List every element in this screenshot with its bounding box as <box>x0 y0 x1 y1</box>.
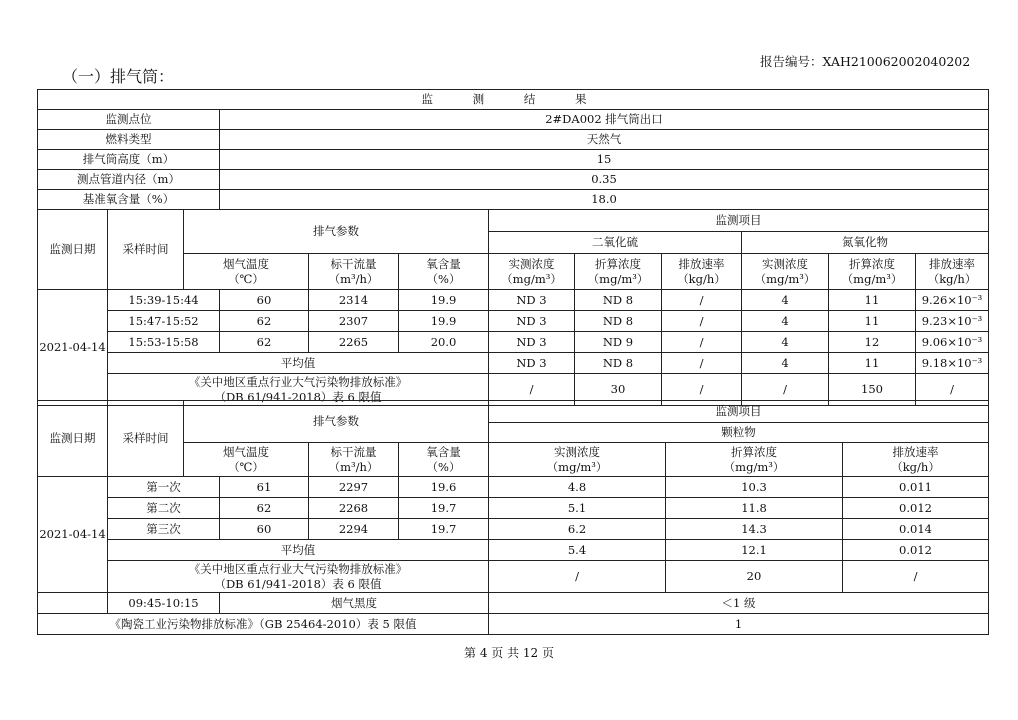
average-label: 平均值 <box>108 540 489 561</box>
date-cell: 2021-04-14 <box>38 290 108 406</box>
header-dry-flow: 标干流量 （m³/h） <box>309 254 399 290</box>
std-nox-rate: / <box>916 374 989 406</box>
label-monitor-point: 监测点位 <box>38 110 220 130</box>
cell-pm-converted: 11.8 <box>666 498 843 519</box>
results-table-gases <box>37 89 989 406</box>
average-row <box>38 540 989 561</box>
cell-oxygen: 19.7 <box>399 519 489 540</box>
cell-so2-converted: ND 9 <box>575 332 662 353</box>
cell-pm-rate: 0.012 <box>843 498 989 519</box>
header-nox-converted: 折算浓度 （mg/m³） <box>829 254 916 290</box>
avg-nox-rate: 9.18×10⁻³ <box>916 353 989 374</box>
smoke-time: 09:45-10:15 <box>108 593 220 614</box>
page-number: 第 4 页 共 12 页 <box>464 646 554 660</box>
cell-time: 15:39-15:44 <box>108 290 220 311</box>
value-fuel-type: 天然气 <box>220 130 989 150</box>
cell-oxygen: 19.9 <box>399 311 489 332</box>
smoke-label: 烟气黑度 <box>220 593 489 614</box>
cell-nox-rate: 9.06×10⁻³ <box>916 332 989 353</box>
avg-pm-measured: 5.4 <box>489 540 666 561</box>
cell-so2-converted: ND 8 <box>575 290 662 311</box>
std-pm-converted: 20 <box>666 561 843 593</box>
header-exhaust-params: 排气参数 <box>184 210 489 254</box>
cell-pm-measured: 4.8 <box>489 477 666 498</box>
header-pm-converted: 折算浓度 （mg/m³） <box>666 443 843 477</box>
cell-oxygen: 19.7 <box>399 498 489 519</box>
table-row <box>38 290 989 311</box>
cell-time: 第三次 <box>108 519 220 540</box>
header-date: 监测日期 <box>38 401 108 477</box>
cell-flow: 2314 <box>309 290 399 311</box>
cell-temp: 62 <box>220 311 309 332</box>
cell-time: 第一次 <box>108 477 220 498</box>
table-row <box>38 477 989 498</box>
std-pm-rate: / <box>843 561 989 593</box>
cell-pm-measured: 5.1 <box>489 498 666 519</box>
value-stack-height: 15 <box>220 150 989 170</box>
header-nox-rate: 排放速率 （kg/h） <box>916 254 989 290</box>
cell-nox-converted: 11 <box>829 311 916 332</box>
section-title: （一）排气筒： <box>62 67 175 86</box>
avg-nox-measured: 4 <box>742 353 829 374</box>
header-exhaust-params: 排气参数 <box>184 401 489 443</box>
cell-temp: 62 <box>220 332 309 353</box>
header-monitor-items: 监测项目 <box>489 401 989 423</box>
cell-so2-rate: / <box>662 311 742 332</box>
header-sample-time: 采样时间 <box>108 401 184 477</box>
cell-pm-converted: 14.3 <box>666 519 843 540</box>
cell-flow: 2268 <box>309 498 399 519</box>
cell-flow: 2307 <box>309 311 399 332</box>
label-fuel-type: 燃料类型 <box>38 130 220 150</box>
cell-flow: 2265 <box>309 332 399 353</box>
table-title: 监 测 结 果 <box>38 90 989 110</box>
header-oxygen: 氧含量 （%） <box>399 254 489 290</box>
header-pm-rate: 排放速率 （kg/h） <box>843 443 989 477</box>
label-duct-diameter: 测点管道内径（m） <box>38 170 220 190</box>
cell-nox-converted: 11 <box>829 290 916 311</box>
cell-so2-rate: / <box>662 290 742 311</box>
smoke-value: ＜1 级 <box>489 593 989 614</box>
std-so2-measured: / <box>489 374 575 406</box>
cell-flow: 2294 <box>309 519 399 540</box>
header-nox: 氮氧化物 <box>742 232 989 254</box>
cell-pm-rate: 0.011 <box>843 477 989 498</box>
header-so2: 二氧化硫 <box>489 232 742 254</box>
cell-nox-rate: 9.26×10⁻³ <box>916 290 989 311</box>
avg-nox-converted: 11 <box>829 353 916 374</box>
header-oxygen: 氧含量 （%） <box>399 443 489 477</box>
header-flue-temp: 烟气温度 （℃） <box>184 254 309 290</box>
table-row <box>38 311 989 332</box>
header-nox-measured: 实测浓度 （mg/m³） <box>742 254 829 290</box>
cell-temp: 61 <box>220 477 309 498</box>
header-particulate: 颗粒物 <box>489 423 989 443</box>
cell-so2-measured: ND 3 <box>489 290 575 311</box>
cell-so2-measured: ND 3 <box>489 332 575 353</box>
date-cell: 2021-04-14 <box>38 477 108 593</box>
cell-oxygen: 19.6 <box>399 477 489 498</box>
standard-label: 《关中地区重点行业大气污染物排放标准》 （DB 61/941-2018）表 6 限值 <box>108 374 489 406</box>
avg-pm-converted: 12.1 <box>666 540 843 561</box>
cell-time: 15:47-15:52 <box>108 311 220 332</box>
cell-nox-measured: 4 <box>742 332 829 353</box>
value-monitor-point: 2#DA002 排气筒出口 <box>220 110 989 130</box>
cell-flow: 2297 <box>309 477 399 498</box>
smoke-row <box>38 593 989 614</box>
table-row <box>38 332 989 353</box>
standard-row <box>38 561 989 593</box>
avg-so2-rate: / <box>662 353 742 374</box>
std-pm-measured: / <box>489 561 666 593</box>
average-row <box>38 353 989 374</box>
cell-nox-measured: 4 <box>742 290 829 311</box>
avg-so2-measured: ND 3 <box>489 353 575 374</box>
cell-pm-measured: 6.2 <box>489 519 666 540</box>
value-reference-oxygen: 18.0 <box>220 190 989 210</box>
cell-temp: 60 <box>220 519 309 540</box>
cell-time: 第二次 <box>108 498 220 519</box>
std-nox-converted: 150 <box>829 374 916 406</box>
report-number: 报告编号：XAH210062002040202 <box>760 54 971 69</box>
header-so2-rate: 排放速率 （kg/h） <box>662 254 742 290</box>
table-row <box>38 498 989 519</box>
results-table-particulate <box>37 400 989 635</box>
cell-nox-rate: 9.23×10⁻³ <box>916 311 989 332</box>
cell-pm-rate: 0.014 <box>843 519 989 540</box>
smoke-standard-row <box>38 614 989 635</box>
smoke-standard-value: 1 <box>489 614 989 635</box>
cell-oxygen: 20.0 <box>399 332 489 353</box>
cell-oxygen: 19.9 <box>399 290 489 311</box>
cell-nox-measured: 4 <box>742 311 829 332</box>
table-row <box>38 519 989 540</box>
header-date: 监测日期 <box>38 210 108 290</box>
cell-nox-converted: 12 <box>829 332 916 353</box>
header-so2-converted: 折算浓度 （mg/m³） <box>575 254 662 290</box>
standard-label: 《关中地区重点行业大气污染物排放标准》 （DB 61/941-2018）表 6 限值 <box>108 561 489 593</box>
value-duct-diameter: 0.35 <box>220 170 989 190</box>
cell-temp: 60 <box>220 290 309 311</box>
header-sample-time: 采样时间 <box>108 210 184 290</box>
average-label: 平均值 <box>108 353 489 374</box>
label-reference-oxygen: 基准氧含量（%） <box>38 190 220 210</box>
avg-so2-converted: ND 8 <box>575 353 662 374</box>
smoke-standard-label: 《陶瓷工业污染物排放标准》（GB 25464-2010）表 5 限值 <box>38 614 489 635</box>
std-so2-rate: / <box>662 374 742 406</box>
header-flue-temp: 烟气温度 （℃） <box>184 443 309 477</box>
cell-so2-converted: ND 8 <box>575 311 662 332</box>
std-so2-converted: 30 <box>575 374 662 406</box>
std-nox-measured: / <box>742 374 829 406</box>
header-monitor-items: 监测项目 <box>489 210 989 232</box>
avg-pm-rate: 0.012 <box>843 540 989 561</box>
header-dry-flow: 标干流量 （m³/h） <box>309 443 399 477</box>
cell-time: 15:53-15:58 <box>108 332 220 353</box>
cell-so2-measured: ND 3 <box>489 311 575 332</box>
cell-pm-converted: 10.3 <box>666 477 843 498</box>
header-so2-measured: 实测浓度 （mg/m³） <box>489 254 575 290</box>
cell-temp: 62 <box>220 498 309 519</box>
header-pm-measured: 实测浓度 （mg/m³） <box>489 443 666 477</box>
label-stack-height: 排气筒高度（m） <box>38 150 220 170</box>
cell-so2-rate: / <box>662 332 742 353</box>
